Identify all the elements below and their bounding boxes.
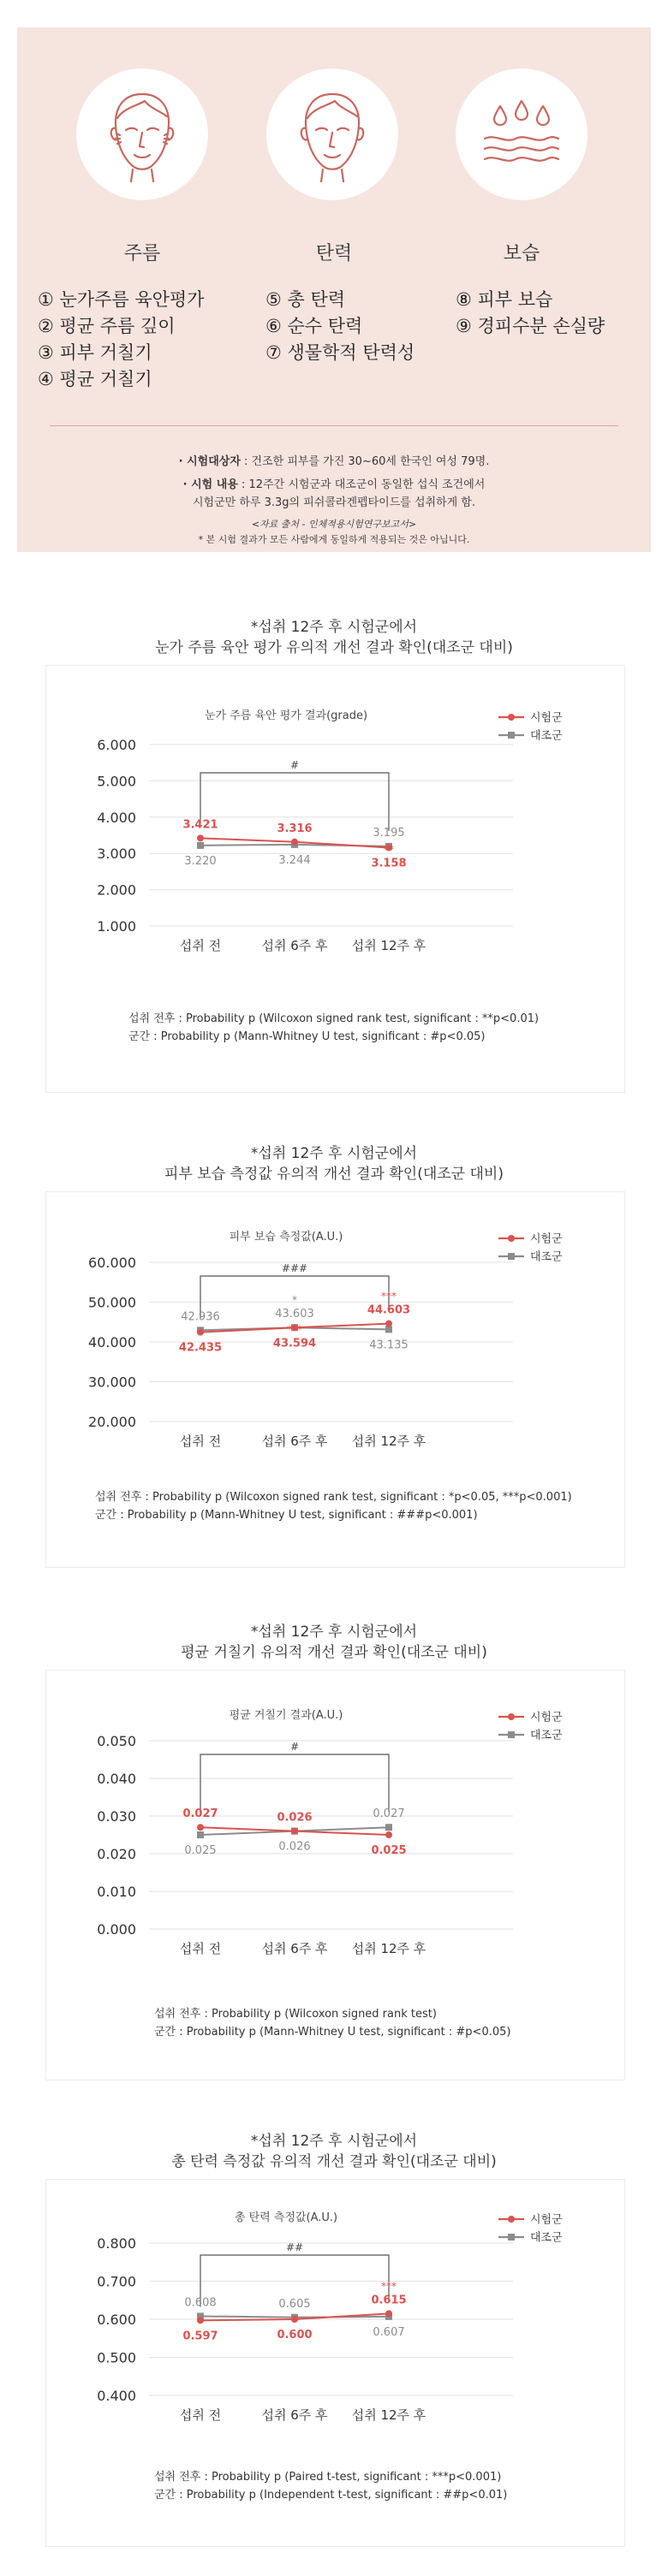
category-title-elasticity: 탄력 bbox=[315, 243, 353, 264]
y-tick-label: 50.000 bbox=[88, 1294, 136, 1311]
section-subtitle: 평균 거칠기 유의적 개선 결과 확인(대조군 대비) bbox=[181, 1644, 487, 1661]
data-label-test: 3.316 bbox=[277, 822, 313, 835]
list-item: ⑨ 경피수분 손실량 bbox=[456, 316, 605, 336]
data-label-control: 43.603 bbox=[275, 1308, 314, 1321]
list-item: ⑦ 생물학적 탄력성 bbox=[265, 342, 415, 363]
section-title: *섭취 12주 후 시험군에서 bbox=[250, 2133, 418, 2150]
data-label-control: 0.026 bbox=[278, 1840, 311, 1854]
data-point-test bbox=[385, 2310, 392, 2317]
face-elasticity-icon bbox=[266, 68, 398, 200]
chart-title: 총 탄력 측정값(A.U.) bbox=[234, 2211, 338, 2224]
y-tick-label: 0.030 bbox=[97, 1808, 136, 1825]
stat-note-within: 섭취 전후 : Probability p (Wilcoxon signed rank test) bbox=[154, 2008, 437, 2021]
data-label-control: 0.605 bbox=[278, 2297, 311, 2311]
stat-note-between: 군간 : Probability p (Mann-Whitney U test, significant : #p<0.05) bbox=[128, 1030, 486, 1043]
section-subtitle: 눈가 주름 육안 평가 유의적 개선 결과 확인(대조군 대비) bbox=[155, 639, 513, 656]
stat-note-within: 섭취 전후 : Probability p (Paired t-test, significant : ***p<0.001) bbox=[154, 2471, 502, 2484]
data-label-control: 0.607 bbox=[373, 2325, 405, 2339]
sig-mark-control: * bbox=[292, 1294, 297, 1307]
legend-label-control: 대조군 bbox=[530, 2231, 563, 2245]
y-tick-label: 0.000 bbox=[97, 1921, 136, 1938]
sig-mark-test: *** bbox=[381, 2280, 397, 2293]
legend-label-test: 시험군 bbox=[530, 1232, 563, 1246]
data-point-test bbox=[291, 839, 298, 846]
elasticity-item-list bbox=[265, 287, 415, 366]
x-tick-label: 섭취 6주 후 bbox=[261, 1941, 328, 1956]
list-item: ③ 피부 거칠기 bbox=[38, 342, 152, 363]
chart-card bbox=[45, 2179, 625, 2547]
chart-title: 평균 거칠기 결과(A.U.) bbox=[229, 1709, 343, 1722]
data-label-test: 42.435 bbox=[178, 1341, 223, 1355]
data-label-test: 0.615 bbox=[371, 2294, 407, 2307]
legend-label-control: 대조군 bbox=[530, 729, 563, 743]
data-label-test: 3.421 bbox=[182, 818, 218, 832]
bracket-mark: ## bbox=[285, 2241, 304, 2253]
x-tick-label: 섭취 전 bbox=[179, 1433, 222, 1449]
y-tick-label: 6.000 bbox=[97, 737, 136, 753]
y-tick-label: 2.000 bbox=[97, 881, 136, 899]
study-notes bbox=[17, 453, 651, 548]
legend-label-test: 시험군 bbox=[530, 1711, 563, 1724]
x-tick-label: 섭취 12주 후 bbox=[351, 1433, 426, 1449]
bracket-mark: ### bbox=[281, 1262, 308, 1274]
list-item: ⑧ 피부 보습 bbox=[456, 289, 553, 310]
data-label-control: 43.135 bbox=[369, 1338, 409, 1352]
list-item: ⑤ 총 탄력 bbox=[265, 289, 346, 310]
data-label-test: 0.026 bbox=[277, 1811, 313, 1825]
data-label-test: 0.600 bbox=[277, 2329, 313, 2342]
moisture-drops-icon bbox=[456, 68, 587, 200]
section-title: *섭취 12주 후 시험군에서 bbox=[250, 1623, 418, 1641]
chart-section-wrinkle bbox=[0, 617, 668, 1043]
y-tick-label: 0.800 bbox=[97, 2235, 136, 2252]
chart-section-elasticity bbox=[0, 2131, 668, 2502]
list-item: ② 평균 주름 깊이 bbox=[38, 316, 176, 336]
x-tick-label: 섭취 12주 후 bbox=[351, 1941, 426, 1956]
data-point-test bbox=[197, 1824, 204, 1831]
source-note: <자료 출처 - 인체적용시험연구보고서> bbox=[251, 519, 417, 530]
legend-label-control: 대조군 bbox=[530, 1729, 563, 1742]
data-label-test: 43.594 bbox=[272, 1337, 317, 1350]
subject-label: · 시험대상자 bbox=[178, 455, 241, 468]
x-tick-label: 섭취 12주 후 bbox=[351, 938, 426, 953]
sig-mark-test: *** bbox=[287, 1323, 302, 1336]
legend-marker-test bbox=[508, 1713, 515, 1720]
chart-title: 눈가 주름 육안 평가 결과(grade) bbox=[204, 709, 368, 722]
data-point-control bbox=[385, 1326, 392, 1333]
legend-marker-test bbox=[508, 714, 515, 721]
data-point-test bbox=[291, 1828, 298, 1835]
y-tick-label: 0.040 bbox=[97, 1771, 136, 1787]
y-tick-label: 60.000 bbox=[88, 1255, 136, 1271]
y-tick-label: 0.500 bbox=[97, 2349, 136, 2366]
sig-mark-test: ** bbox=[384, 843, 394, 856]
y-tick-label: 40.000 bbox=[88, 1334, 136, 1350]
data-label-control: 42.936 bbox=[181, 1310, 220, 1324]
data-point-test bbox=[385, 1831, 392, 1838]
section-title: *섭취 12주 후 시험군에서 bbox=[250, 619, 418, 636]
x-tick-label: 섭취 6주 후 bbox=[261, 2407, 328, 2423]
data-label-test: 44.603 bbox=[367, 1303, 411, 1317]
wrinkle-item-list bbox=[38, 287, 204, 393]
chart-card bbox=[45, 1670, 625, 2080]
stat-note-between: 군간 : Probability p (Mann-Whitney U test, significant : ###p<0.001) bbox=[95, 1509, 478, 1522]
x-tick-label: 섭취 전 bbox=[179, 938, 222, 953]
bracket-mark: # bbox=[289, 1741, 300, 1753]
stat-note-within: 섭취 전후 : Probability p (Wilcoxon signed rank test, significant : *p<0.05, ***p<0.001) bbox=[95, 1491, 572, 1504]
chart-section-moisture bbox=[0, 1143, 668, 1522]
panel-divider bbox=[50, 425, 618, 426]
significance-bracket bbox=[200, 1754, 389, 1813]
y-tick-label: 0.600 bbox=[97, 2312, 136, 2328]
data-point-test bbox=[291, 2316, 298, 2323]
y-tick-label: 5.000 bbox=[97, 773, 136, 790]
y-tick-label: 0.010 bbox=[97, 1884, 136, 1900]
content-label: · 시험 내용 bbox=[182, 478, 238, 491]
y-tick-label: 20.000 bbox=[88, 1414, 136, 1430]
study-info-panel bbox=[17, 27, 651, 552]
data-label-test: 3.158 bbox=[371, 857, 407, 870]
chart-section-roughness bbox=[0, 1622, 668, 2039]
content-line-2: 시험군만 하루 3.3g의 피쉬콜라겐펩타이드를 섭취하게 함. bbox=[193, 496, 475, 509]
data-label-test: 0.027 bbox=[182, 1807, 218, 1821]
stat-note-between: 군간 : Probability p (Mann-Whitney U test, significant : #p<0.05) bbox=[154, 2026, 511, 2039]
legend-marker-control bbox=[508, 732, 515, 739]
data-label-control: 3.220 bbox=[184, 854, 217, 868]
legend-marker-control bbox=[508, 1731, 515, 1738]
y-tick-label: 4.000 bbox=[97, 809, 136, 826]
bracket-mark: # bbox=[289, 759, 300, 771]
subject-text: : 건조한 피부를 가진 30~60세 한국인 여성 79명. bbox=[240, 455, 490, 468]
list-item: ④ 평균 거칠기 bbox=[38, 369, 152, 389]
chart-card bbox=[45, 1191, 625, 1568]
data-label-control: 3.244 bbox=[278, 853, 311, 867]
section-subtitle: 피부 보습 측정값 유의적 개선 결과 확인(대조군 대비) bbox=[164, 1166, 504, 1183]
legend-label-test: 시험군 bbox=[530, 2213, 563, 2227]
section-subtitle: 총 탄력 측정값 유의적 개선 결과 확인(대조군 대비) bbox=[171, 2153, 497, 2170]
x-tick-label: 섭취 전 bbox=[179, 1941, 222, 1956]
y-tick-label: 30.000 bbox=[88, 1374, 136, 1391]
y-tick-label: 0.020 bbox=[97, 1846, 136, 1862]
stat-note-between: 군간 : Probability p (Independent t-test, significant : ##p<0.01) bbox=[154, 2489, 508, 2502]
category-title-wrinkle: 주름 bbox=[123, 243, 161, 264]
data-label-control: 0.608 bbox=[184, 2296, 217, 2310]
legend-label-test: 시험군 bbox=[530, 711, 563, 725]
data-point-test bbox=[385, 1321, 392, 1327]
moisture-item-list bbox=[456, 287, 605, 340]
face-wrinkle-icon bbox=[76, 68, 208, 200]
section-title: *섭취 12주 후 시험군에서 bbox=[250, 1145, 418, 1162]
x-tick-label: 섭취 전 bbox=[179, 2407, 222, 2423]
y-tick-label: 0.050 bbox=[97, 1733, 136, 1749]
data-point-test bbox=[197, 1329, 204, 1336]
data-point-test bbox=[197, 834, 204, 841]
content-text: : 12주간 시험군과 대조군이 동일한 섭식 조건에서 bbox=[237, 478, 486, 491]
x-tick-label: 섭취 6주 후 bbox=[261, 1433, 328, 1449]
y-tick-label: 0.700 bbox=[97, 2273, 136, 2290]
legend-marker-control bbox=[508, 1253, 515, 1260]
x-tick-label: 섭취 6주 후 bbox=[261, 938, 328, 953]
stat-note-within: 섭취 전후 : Probability p (Wilcoxon signed rank test, significant : **p<0.01) bbox=[128, 1012, 540, 1025]
chart-title: 피부 보습 측정값(A.U.) bbox=[229, 1231, 343, 1243]
legend-marker-test bbox=[508, 1235, 515, 1242]
legend-marker-control bbox=[508, 2234, 515, 2241]
list-item: ① 눈가주름 육안평가 bbox=[38, 289, 205, 310]
y-tick-label: 1.000 bbox=[97, 918, 136, 935]
disclaimer-note: * 본 시험 결과가 모든 사람에게 동일하게 적용되는 것은 아닙니다. bbox=[198, 534, 470, 545]
y-tick-label: 0.400 bbox=[97, 2388, 136, 2404]
content-line bbox=[17, 476, 651, 494]
data-point-test bbox=[197, 2317, 204, 2324]
data-label-control: 0.027 bbox=[373, 1807, 405, 1821]
data-label-test: 0.597 bbox=[182, 2330, 218, 2343]
x-tick-label: 섭취 12주 후 bbox=[351, 2407, 426, 2423]
sig-mark-test: *** bbox=[381, 1290, 397, 1303]
data-point-control bbox=[197, 842, 204, 849]
list-item: ⑥ 순수 탄력 bbox=[265, 316, 363, 336]
y-tick-label: 3.000 bbox=[97, 846, 136, 863]
data-label-control: 0.025 bbox=[184, 1844, 217, 1857]
data-point-control bbox=[197, 1831, 204, 1838]
data-label-test: 0.025 bbox=[371, 1844, 407, 1857]
category-title-moisture: 보습 bbox=[503, 243, 540, 264]
chart-card bbox=[45, 665, 625, 1093]
subject-line bbox=[17, 453, 651, 471]
data-point-control bbox=[385, 1824, 392, 1831]
legend-label-control: 대조군 bbox=[530, 1250, 563, 1264]
legend-marker-test bbox=[508, 2216, 515, 2223]
data-label-control: 3.195 bbox=[373, 826, 405, 840]
